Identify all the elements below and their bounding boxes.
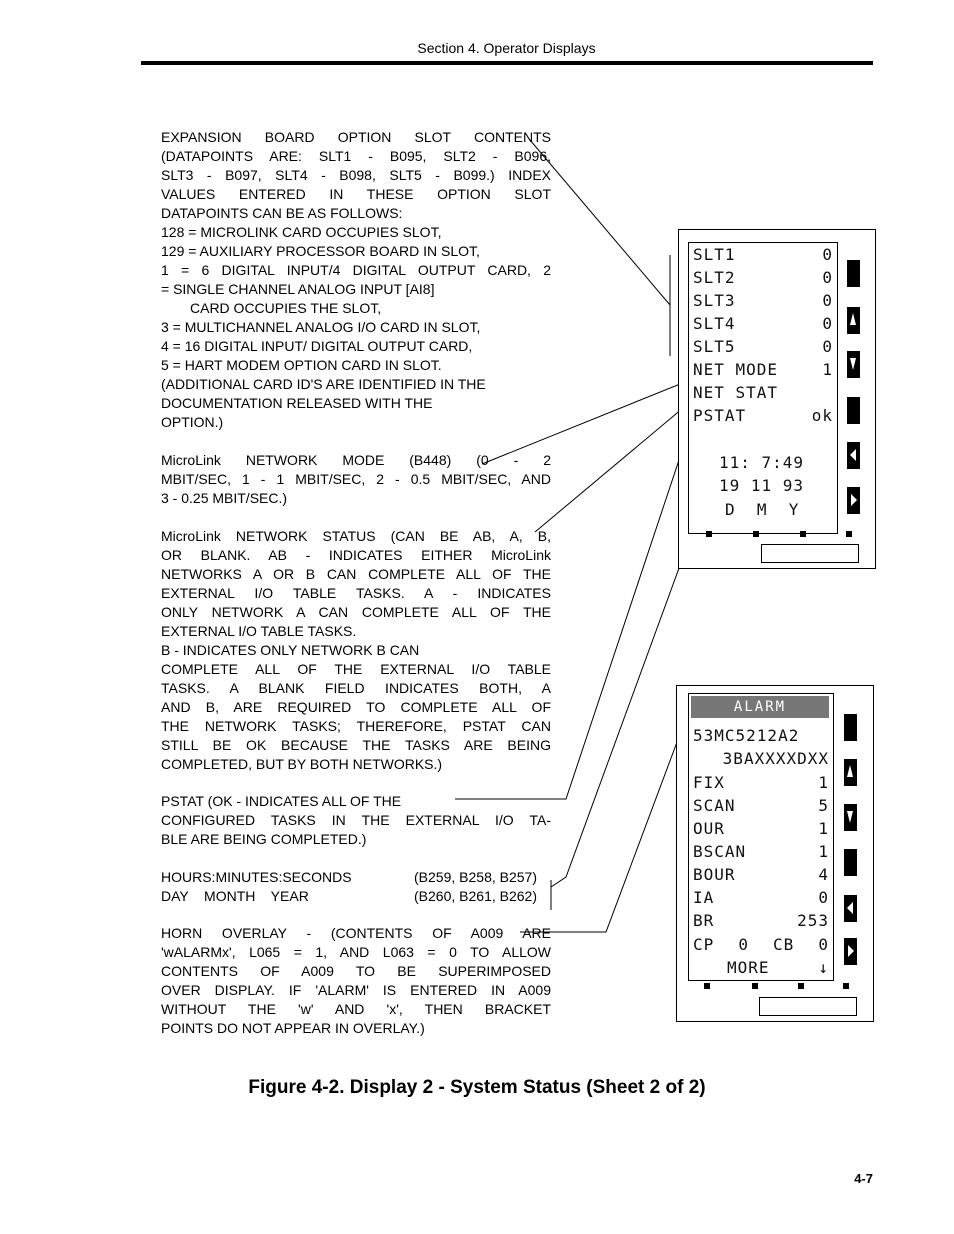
row-label: FIX <box>693 773 725 792</box>
leader-line <box>455 412 695 799</box>
screen-row <box>693 314 833 336</box>
screen-more-row <box>727 958 829 980</box>
row-label: IA <box>693 888 715 907</box>
soft-key-indicator[interactable] <box>800 531 806 537</box>
row-value: 0 <box>822 245 833 264</box>
row-label: SCAN <box>693 796 736 815</box>
function-key[interactable] <box>844 849 857 876</box>
row-label: SLT2 <box>693 268 736 287</box>
text-line: ONLY NETWORK A CAN COMPLETE ALL OF THE <box>161 604 551 620</box>
screen-row <box>693 842 829 864</box>
text-line: EXPANSION BOARD OPTION SLOT CONTENTS <box>161 129 551 145</box>
text-line: 3 - 0.25 MBIT/SEC.) <box>161 490 288 506</box>
row-label: SLT1 <box>693 245 736 264</box>
screen-row <box>693 383 833 405</box>
text-line: COMPLETED, BUT BY BOTH NETWORKS.) <box>161 756 443 772</box>
row-value: 1 <box>818 842 829 861</box>
text-line: OR BLANK. AB - INDICATES EITHER MicroLink <box>161 547 551 563</box>
soft-key-indicator[interactable] <box>753 531 759 537</box>
screen-id: 53MC5212A2 <box>693 726 800 745</box>
row-label: SLT4 <box>693 314 736 333</box>
text-line: COMPLETE ALL OF THE EXTERNAL I/O TABLE <box>161 661 551 677</box>
text-line: VALUES ENTERED IN THESE OPTION SLOT <box>161 186 551 202</box>
screen-row <box>693 911 829 933</box>
cb-value: 0 <box>818 935 829 954</box>
function-key[interactable] <box>847 260 860 287</box>
screen-date-labels: D M Y <box>725 500 800 519</box>
text-line: PSTAT (OK - INDICATES ALL OF THE <box>161 793 402 809</box>
text-line: POINTS DO NOT APPEAR IN OVERLAY.) <box>161 1020 425 1036</box>
row-label: NET STAT <box>693 383 779 402</box>
screen-row <box>693 291 833 313</box>
soft-key-indicator[interactable] <box>706 531 712 537</box>
row-label: BR <box>693 911 715 930</box>
text-line: 4 = 16 DIGITAL INPUT/ DIGITAL OUTPUT CARD, <box>161 338 473 354</box>
text-line: MBIT/SEC, 1 - 1 MBIT/SEC, 2 - 0.5 MBIT/SEC, AND <box>161 471 551 487</box>
up-arrow-icon[interactable] <box>844 759 857 786</box>
screen-row <box>693 796 829 818</box>
text-line: TASKS. A BLANK FIELD INDICATES BOTH, A <box>161 680 551 696</box>
row-value: 0 <box>822 291 833 310</box>
text-line: CONTENTS OF A009 TO BE SUPERIMPOSED <box>161 963 551 979</box>
text-line: BLE ARE BEING COMPLETED.) <box>161 831 367 847</box>
text-line: DOCUMENTATION RELEASED WITH THE <box>161 395 433 411</box>
code-value: 3BAXXXXDXX <box>722 749 829 768</box>
row-label: OUR <box>693 819 725 838</box>
up-arrow-icon[interactable] <box>847 307 860 334</box>
text-line: 128 = MICROLINK CARD OCCUPIES SLOT, <box>161 224 442 240</box>
right-arrow-icon[interactable] <box>847 487 860 514</box>
leader-line <box>535 398 695 532</box>
leader-line <box>482 378 695 464</box>
down-arrow-icon: ↓ <box>818 958 829 977</box>
label-box <box>761 544 859 563</box>
row-label: PSTAT <box>693 406 747 425</box>
text-line: EXTERNAL I/O TABLE TASKS. A - INDICATES <box>161 585 551 601</box>
text-line: NETWORKS A OR B CAN COMPLETE ALL OF THE <box>161 566 551 582</box>
leader-line <box>520 710 689 932</box>
text-line: MicroLink NETWORK STATUS (CAN BE AB, A, B, <box>161 528 551 544</box>
text-line: 5 = HART MODEM OPTION CARD IN SLOT. <box>161 357 442 373</box>
text-line: HORN OVERLAY - (CONTENTS OF A009 ARE <box>161 925 551 941</box>
row-value: ok <box>811 406 833 425</box>
soft-key-indicator[interactable] <box>704 983 710 989</box>
lcd-screen-1 <box>688 242 838 534</box>
label-box <box>759 997 857 1016</box>
text-line: B - INDICATES ONLY NETWORK B CAN <box>161 642 420 658</box>
soft-key-indicator[interactable] <box>846 531 852 537</box>
screen-row <box>693 819 829 841</box>
text-line: 1 = 6 DIGITAL INPUT/4 DIGITAL OUTPUT CARD, 2 <box>161 262 551 278</box>
left-arrow-icon[interactable] <box>844 895 857 922</box>
text-line: AND B, ARE REQUIRED TO COMPLETE ALL OF <box>161 699 551 715</box>
text-line: DATAPOINTS CAN BE AS FOLLOWS: <box>161 205 403 221</box>
soft-key-indicator[interactable] <box>798 983 804 989</box>
screen-cp-cb-row <box>693 935 829 957</box>
soft-key-indicator[interactable] <box>843 983 849 989</box>
screen-code <box>693 749 829 771</box>
screen-row <box>693 268 833 290</box>
down-arrow-icon[interactable] <box>844 804 857 831</box>
row-value: 0 <box>822 314 833 333</box>
row-label: SLT3 <box>693 291 736 310</box>
screen-row <box>693 245 833 267</box>
row-label: SLT5 <box>693 337 736 356</box>
text-line: EXTERNAL I/O TABLE TASKS. <box>161 623 357 639</box>
screen-row <box>693 360 833 382</box>
text-line: 3 = MULTICHANNEL ANALOG I/O CARD IN SLOT, <box>161 319 481 335</box>
row-value: 1 <box>818 819 829 838</box>
text-line: (ADDITIONAL CARD ID'S ARE IDENTIFIED IN THE <box>161 376 486 392</box>
text-line: MicroLink NETWORK MODE (B448) (0 - 2 <box>161 452 551 468</box>
date-datapoints: (B260, B261, B262) <box>414 888 537 904</box>
text-line: SLT3 - B097, SLT4 - B098, SLT5 - B099.) INDEX <box>161 167 551 183</box>
text-line: WITHOUT THE 'w' AND 'x', THEN BRACKET <box>161 1001 551 1017</box>
row-value: 0 <box>818 888 829 907</box>
right-arrow-icon[interactable] <box>844 938 857 965</box>
soft-key-indicator[interactable] <box>752 983 758 989</box>
cb-label: CB <box>773 935 795 954</box>
text-line: STILL BE OK BECAUSE THE TASKS ARE BEING <box>161 737 551 753</box>
lcd-screen-2 <box>688 693 834 981</box>
cp-value: 0 <box>738 935 749 954</box>
row-value: 0 <box>822 337 833 356</box>
text-line: 129 = AUXILIARY PROCESSOR BOARD IN SLOT, <box>161 243 480 259</box>
alarm-overlay: ALARM <box>691 696 829 718</box>
text-line: 'wALARMx', L065 = 1, AND L063 = 0 TO ALLOW <box>161 944 551 960</box>
section-header: Section 4. Operator Displays <box>417 40 596 56</box>
time-datapoints: (B259, B258, B257) <box>414 869 537 885</box>
screen-row <box>693 337 833 359</box>
row-label: NET MODE <box>693 360 779 379</box>
row-label: BOUR <box>693 865 736 884</box>
screen-row <box>693 865 829 887</box>
text-line: OPTION.) <box>161 414 224 430</box>
function-key[interactable] <box>847 397 860 424</box>
display-panel-2 <box>676 685 874 1022</box>
screen-row <box>693 888 829 910</box>
date-label: DAY MONTH YEAR <box>161 888 309 904</box>
row-value: 0 <box>822 268 833 287</box>
row-value: 1 <box>822 360 833 379</box>
figure-caption: Figure 4-2. Display 2 - System Status (Sheet 2 of 2) <box>248 1077 706 1098</box>
text-line: = SINGLE CHANNEL ANALOG INPUT [AI8] <box>161 281 435 297</box>
row-label: BSCAN <box>693 842 747 861</box>
screen-date: 19 11 93 <box>719 476 805 495</box>
screen-time: 11: 7:49 <box>719 453 805 472</box>
text-line: THE NETWORK TASKS; THEREFORE, PSTAT CAN <box>161 718 551 734</box>
text-line: (DATAPOINTS ARE: SLT1 - B095, SLT2 - B096, <box>161 148 551 164</box>
screen-row <box>693 406 833 428</box>
text-line: CARD OCCUPIES THE SLOT, <box>190 300 382 316</box>
function-key[interactable] <box>844 714 857 741</box>
screen-row <box>693 773 829 795</box>
text-line: CONFIGURED TASKS IN THE EXTERNAL I/O TA- <box>161 812 551 828</box>
down-arrow-icon[interactable] <box>847 351 860 378</box>
text-line: OVER DISPLAY. IF 'ALARM' IS ENTERED IN A009 <box>161 982 551 998</box>
more-label: MORE <box>727 958 770 977</box>
page-number: 4-7 <box>854 1171 873 1186</box>
left-arrow-icon[interactable] <box>847 442 860 469</box>
cp-label: CP <box>693 935 715 954</box>
row-value: 253 <box>797 911 829 930</box>
row-value: 5 <box>818 796 829 815</box>
row-value: 4 <box>818 865 829 884</box>
leader-line <box>530 140 670 305</box>
time-label: HOURS:MINUTES:SECONDS <box>161 869 352 885</box>
display-panel-1 <box>678 229 876 569</box>
row-value: 1 <box>818 773 829 792</box>
